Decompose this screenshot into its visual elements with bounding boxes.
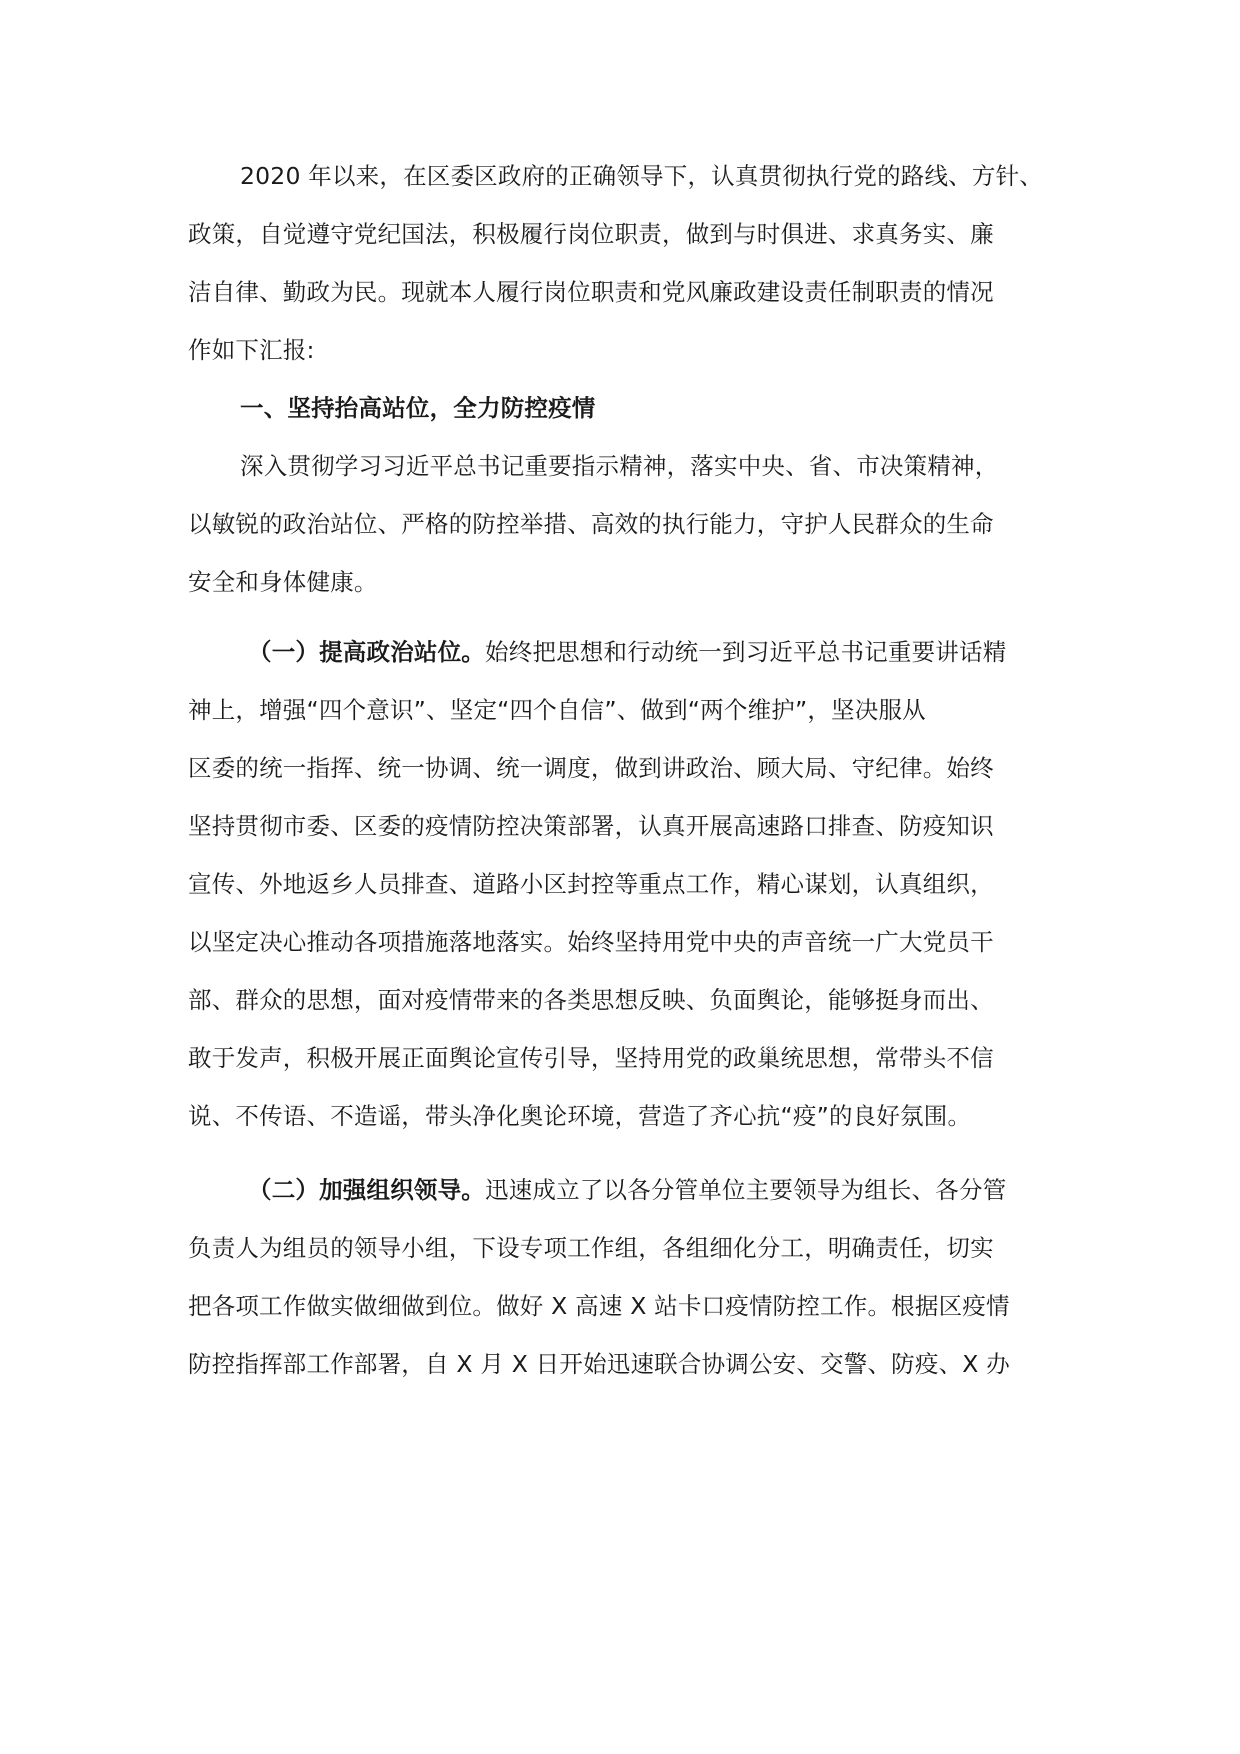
sub1-line-7: 部、群众的思想，面对疫情带来的各类思想反映、负面舆论，能够挺身而出、: [188, 986, 994, 1014]
intro-line-3: 洁自律、勤政为民。现就本人履行岗位职责和党风廉政建设责任制职责的情况: [188, 278, 994, 306]
intro-line-1: 2020 年以来，在区委区政府的正确领导下，认真贯彻执行党的路线、方针、: [240, 162, 1043, 190]
sub1-line-5: 宣传、外地返乡人员排查、道路小区封控等重点工作，精心谋划，认真组织，: [188, 870, 994, 898]
section1-line-3: 安全和身体健康。: [188, 568, 378, 596]
sub1-line-1-text: 始终把思想和行动统一到习近平总书记重要讲话精: [485, 638, 1007, 666]
sub1-line-3: 区委的统一指挥、统一协调、统一调度，做到讲政治、顾大局、守纪律。始终: [188, 754, 994, 782]
sub2-line-2: 负责人为组员的领导小组，下设专项工作组，各组细化分工，明确责任，切实: [188, 1234, 994, 1262]
section-heading-1: 一、坚持抬高站位，全力防控疫情: [240, 394, 596, 422]
sub2-line-1: [248, 1174, 1058, 1206]
sub1-line-1: [248, 636, 1058, 668]
sub1-line-6: 以坚定决心推动各项措施落地落实。始终坚持用党中央的声音统一广大党员干: [188, 928, 994, 956]
sub1-lead: （一）提高政治站位。: [248, 638, 485, 666]
sub1-line-2: 神上，增强“四个意识”、坚定“四个自信”、做到“两个维护”，坚决服从: [188, 696, 926, 724]
section1-line-1: 深入贯彻学习习近平总书记重要指示精神，落实中央、省、市决策精神，: [240, 452, 999, 480]
sub2-lead: （二）加强组织领导。: [248, 1176, 485, 1204]
intro-line-2: 政策，自觉遵守党纪国法，积极履行岗位职责，做到与时俱进、求真务实、廉: [188, 220, 994, 248]
sub2-line-1-text: 迅速成立了以各分管单位主要领导为组长、各分管: [485, 1176, 1007, 1204]
section1-line-2: 以敏锐的政治站位、严格的防控举措、高效的执行能力，守护人民群众的生命: [188, 510, 994, 538]
sub1-line-8: 敢于发声，积极开展正面舆论宣传引导，坚持用党的政巢统思想，常带头不信: [188, 1044, 994, 1072]
sub2-line-4: 防控指挥部工作部署，自 X 月 X 日开始迅速联合协调公安、交警、防疫、X 办: [188, 1350, 1010, 1378]
sub1-line-4: 坚持贯彻市委、区委的疫情防控决策部署，认真开展高速路口排查、防疫知识: [188, 812, 994, 840]
sub2-line-3: 把各项工作做实做细做到位。做好 X 高速 X 站卡口疫情防控工作。根据区疫情: [188, 1292, 1010, 1320]
sub1-line-9: 说、不传语、不造谣，带头净化奥论环境，营造了齐心抗“疫”的良好氛围。: [188, 1102, 972, 1130]
intro-line-4: 作如下汇报:: [188, 336, 315, 364]
